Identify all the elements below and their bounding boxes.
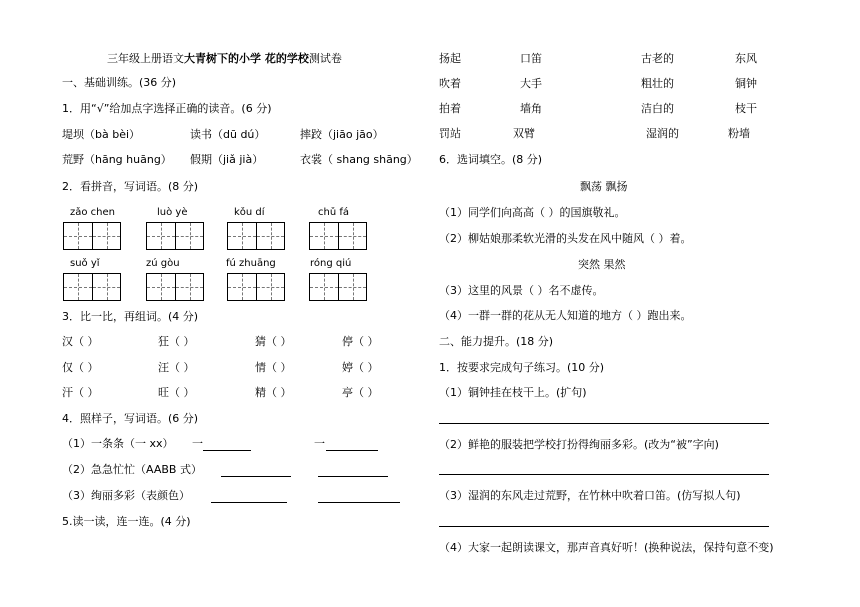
pinyin-label: zú gòu bbox=[146, 258, 180, 269]
section2-item: （2）鲜艳的服装把学校打扮得绚丽多彩。(改为“被”字向) bbox=[439, 438, 719, 451]
section2-item: （3）湿润的东风走过荒野，在竹林中吹着口笛。(仿写拟人句) bbox=[439, 489, 741, 502]
q6-item: （2）柳姑娘那柔软光滑的头发在风中随风（ ）着。 bbox=[439, 232, 692, 245]
answer-line[interactable] bbox=[326, 450, 378, 451]
answer-line[interactable] bbox=[318, 502, 400, 503]
q1-item: 摔跤（jiāo jāo） bbox=[300, 128, 384, 141]
q3-cell: 婷（ ） bbox=[342, 361, 379, 374]
match-word[interactable]: 吹着 bbox=[439, 77, 461, 90]
q4-item-label: （3）绚丽多彩（表颜色） bbox=[62, 489, 190, 502]
match-word[interactable]: 洁白的 bbox=[641, 102, 674, 115]
q6-heading: 6．选词填空。(8 分) bbox=[439, 153, 543, 166]
q1-item: 堤坝（bà bèi） bbox=[62, 128, 141, 141]
q4-heading: 4．照样子，写词语。(6 分) bbox=[62, 412, 199, 425]
pinyin-label: zǎo chen bbox=[70, 207, 115, 218]
match-word[interactable]: 湿润的 bbox=[646, 127, 679, 140]
q2-heading: 2．看拼音，写词语。(8 分) bbox=[62, 180, 199, 193]
match-word[interactable]: 大手 bbox=[520, 77, 542, 90]
q3-cell: 旺（ ） bbox=[158, 386, 195, 399]
match-word[interactable]: 口笛 bbox=[520, 52, 542, 65]
writing-box[interactable] bbox=[309, 222, 367, 250]
q3-cell: 汗（ ） bbox=[62, 386, 99, 399]
page-title bbox=[107, 52, 342, 66]
match-word[interactable]: 古老的 bbox=[641, 52, 674, 65]
q1-heading: 1．用“√”给加点字选择正确的读音。(6 分) bbox=[62, 102, 272, 115]
writing-box[interactable] bbox=[227, 222, 285, 250]
pinyin-label: róng qiú bbox=[310, 258, 352, 269]
match-word[interactable]: 双臂 bbox=[513, 127, 535, 140]
section1-heading: 一、基础训练。(36 分) bbox=[62, 76, 177, 89]
answer-line[interactable] bbox=[203, 450, 251, 451]
q3-cell: 精（ ） bbox=[255, 386, 292, 399]
answer-line[interactable] bbox=[439, 526, 769, 527]
pinyin-label: fú zhuāng bbox=[226, 258, 276, 269]
q4-item-label: （2）急急忙忙（AABB 式） bbox=[62, 463, 202, 476]
section2-heading: 二、能力提升。(18 分) bbox=[439, 335, 554, 348]
q1-item: 荒野（hāng huāng） bbox=[62, 153, 172, 166]
writing-box[interactable] bbox=[146, 222, 204, 250]
match-word[interactable]: 墙角 bbox=[520, 102, 542, 115]
answer-line[interactable] bbox=[318, 476, 388, 477]
match-word[interactable]: 罚站 bbox=[439, 127, 461, 140]
q3-cell: 停（ ） bbox=[342, 335, 379, 348]
q6-word-pair: 突然 果然 bbox=[578, 258, 626, 271]
match-word[interactable]: 粉墙 bbox=[728, 127, 750, 140]
match-word[interactable]: 东风 bbox=[735, 52, 757, 65]
pinyin-label: luò yè bbox=[157, 207, 188, 218]
q3-heading: 3．比一比，再组词。(4 分) bbox=[62, 310, 199, 323]
answer-line[interactable] bbox=[221, 476, 291, 477]
q6-item: （1）同学们向高高（ ）的国旗敬礼。 bbox=[439, 206, 626, 219]
q6-item: （3）这里的风景（ ）名不虚传。 bbox=[439, 284, 604, 297]
q1-item: 假期（jiǎ jià） bbox=[190, 153, 264, 166]
pinyin-label: suǒ yǐ bbox=[70, 258, 100, 269]
q3-cell: 亭（ ） bbox=[342, 386, 379, 399]
q3-cell: 狂（ ） bbox=[158, 335, 195, 348]
q1-item: 衣裳（ shang shāng） bbox=[300, 153, 418, 166]
q3-cell: 情（ ） bbox=[255, 361, 292, 374]
writing-box[interactable] bbox=[63, 222, 121, 250]
writing-box[interactable] bbox=[227, 273, 285, 301]
section2-item: （4）大家一起朗读课文，那声音真好听！(换种说法，保持句意不变) bbox=[439, 541, 774, 554]
section2-item: （1）铜钟挂在枝干上。(扩句) bbox=[439, 386, 587, 399]
q5-heading: 5.读一读，连一连。(4 分) bbox=[62, 515, 191, 528]
match-word[interactable]: 粗壮的 bbox=[641, 77, 674, 90]
section2-q1-heading: 1．按要求完成句子练习。(10 分) bbox=[439, 361, 605, 374]
q6-word-pair: 飘荡 飘扬 bbox=[580, 180, 628, 193]
match-word[interactable]: 拍着 bbox=[439, 102, 461, 115]
q3-cell: 汪（ ） bbox=[158, 361, 195, 374]
q3-cell: 仅（ ） bbox=[62, 361, 99, 374]
match-word[interactable]: 枝干 bbox=[735, 102, 757, 115]
writing-box[interactable] bbox=[309, 273, 367, 301]
answer-line[interactable] bbox=[211, 502, 287, 503]
writing-box[interactable] bbox=[63, 273, 121, 301]
answer-line[interactable] bbox=[439, 423, 769, 424]
q4-item-right: 一 bbox=[314, 437, 325, 450]
title-suffix: 测试卷 bbox=[308, 52, 342, 65]
q4-item-mid: 一 bbox=[192, 437, 203, 450]
q1-item: 读书（dū dú） bbox=[190, 128, 266, 141]
q3-cell: 汉（ ） bbox=[62, 335, 99, 348]
q3-cell: 猜（ ） bbox=[255, 335, 292, 348]
pinyin-label: chǔ fá bbox=[318, 207, 350, 218]
writing-box[interactable] bbox=[146, 273, 204, 301]
q4-item-label: （1）一条条（一 xx） bbox=[62, 437, 174, 450]
answer-line[interactable] bbox=[439, 474, 769, 475]
match-word[interactable]: 铜钟 bbox=[735, 77, 757, 90]
q6-item: （4）一群一群的花从无人知道的地方（ ）跑出来。 bbox=[439, 309, 692, 322]
title-bold: 大青树下的小学 花的学校 bbox=[184, 52, 309, 65]
pinyin-label: kǒu dí bbox=[234, 207, 265, 218]
title-prefix: 三年级上册语文 bbox=[107, 52, 184, 65]
match-word[interactable]: 扬起 bbox=[439, 52, 461, 65]
